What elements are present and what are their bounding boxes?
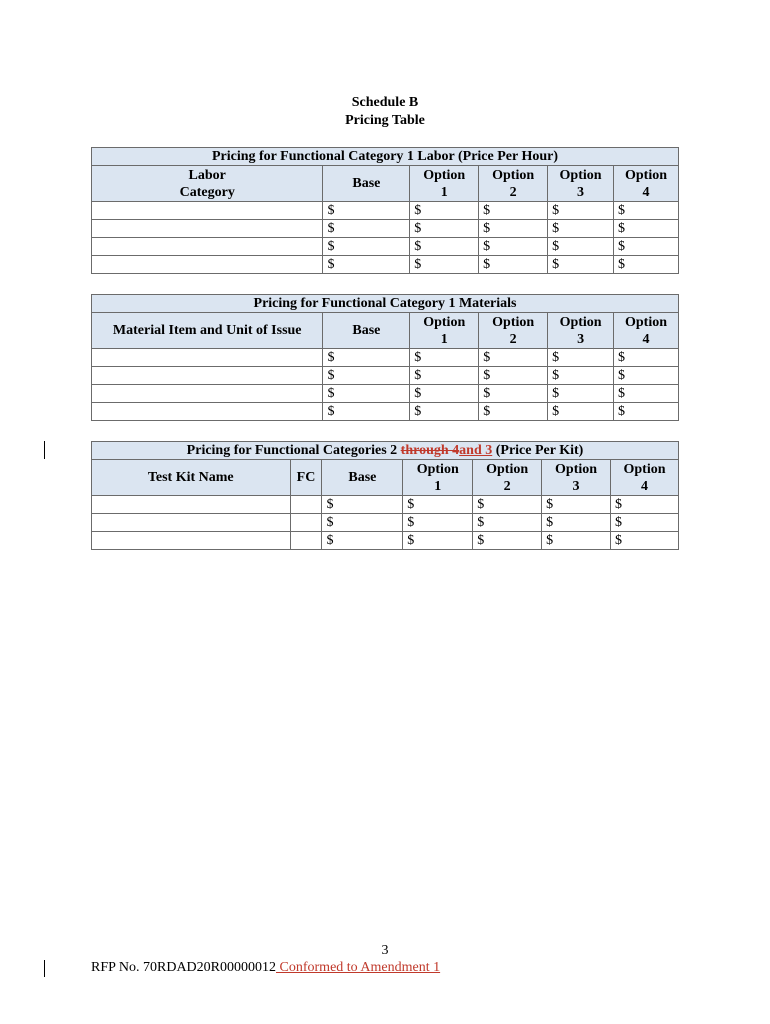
- option-3-header: Option 3: [548, 313, 614, 349]
- test-kit-name-header: Test Kit Name: [92, 460, 291, 496]
- option-1-header: Option 1: [410, 166, 479, 202]
- table-caption: Pricing for Functional Category 1 Labor (Price Per Hour): [92, 148, 679, 166]
- table-row: $ $ $ $ $: [92, 367, 679, 385]
- option-3-header: Option 3: [548, 166, 614, 202]
- table-row: $ $ $ $ $: [92, 532, 679, 550]
- option-4-header: Option 4: [614, 166, 679, 202]
- option-2-header: Option 2: [473, 460, 542, 496]
- table-row: $ $ $ $ $: [92, 496, 679, 514]
- page-number: 3: [381, 943, 389, 958]
- option-2-header: Option 2: [479, 166, 548, 202]
- option-4-header: Option 4: [611, 460, 679, 496]
- base-header: Base: [323, 313, 410, 349]
- table-row: $ $ $ $ $: [92, 385, 679, 403]
- table-caption: Pricing for Functional Category 1 Materials: [92, 295, 679, 313]
- table-row: $ $ $ $ $: [92, 238, 679, 256]
- option-4-header: Option 4: [614, 313, 679, 349]
- revision-change-bar: [44, 441, 45, 459]
- fc-header: FC: [290, 460, 322, 496]
- option-1-header: Option 1: [403, 460, 473, 496]
- schedule-heading: [0, 94, 770, 130]
- rfp-number: RFP No. 70RDAD20R00000012: [91, 960, 277, 975]
- table-row: $ $ $ $ $: [92, 403, 679, 421]
- base-header: Base: [322, 460, 403, 496]
- labor-pricing-table: [91, 147, 679, 274]
- table-row: $ $ $ $ $: [92, 256, 679, 274]
- amendment-note: Conformed to Amendment 1: [276, 960, 441, 975]
- document-footer: [91, 960, 440, 976]
- material-item-header: Material Item and Unit of Issue: [92, 313, 323, 349]
- base-header: Base: [323, 166, 410, 202]
- materials-pricing-table: [91, 294, 679, 421]
- schedule-title: Schedule B: [351, 95, 419, 110]
- option-2-header: Option 2: [479, 313, 548, 349]
- table-row: $ $ $ $ $: [92, 514, 679, 532]
- schedule-subtitle: Pricing Table: [345, 113, 425, 128]
- labor-category-header: Labor Category: [92, 166, 323, 202]
- table-row: $ $ $ $ $: [92, 349, 679, 367]
- table-caption: Pricing for Functional Categories 2 through 4and 3 (Price Per Kit): [92, 442, 679, 460]
- test-kit-pricing-table: [91, 441, 679, 550]
- table-row: $ $ $ $ $: [92, 220, 679, 238]
- option-3-header: Option 3: [542, 460, 611, 496]
- option-1-header: Option 1: [410, 313, 479, 349]
- table-row: $ $ $ $ $: [92, 202, 679, 220]
- footer-change-bar: [44, 960, 45, 977]
- inserted-text: and 3: [459, 443, 493, 458]
- deleted-text: through 4: [400, 443, 460, 458]
